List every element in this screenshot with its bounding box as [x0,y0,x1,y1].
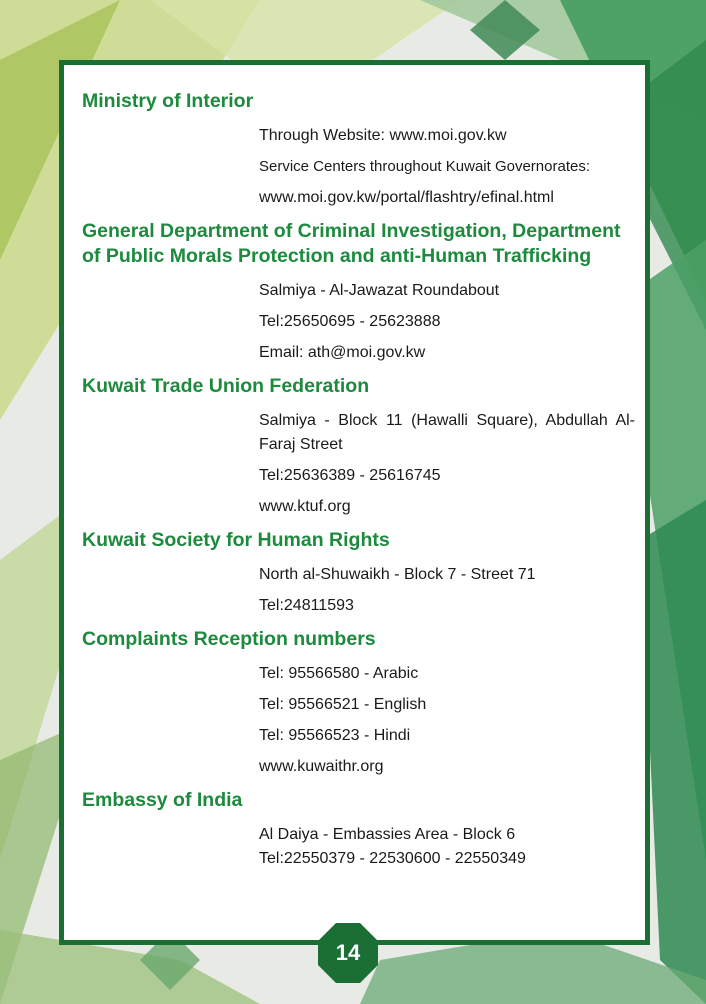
detail-line: www.moi.gov.kw/portal/flashtry/efinal.html [259,189,554,206]
org-heading: Ministry of Interior [82,90,254,112]
detail-line: Tel: 95566521 - English [259,696,427,713]
content-panel [59,60,650,945]
org-details [259,823,635,871]
detail-line: Tel:22550379 - 22530600 - 22550349 [259,850,526,867]
org-heading: Kuwait Trade Union Federation [82,375,370,397]
org-details [259,409,635,519]
detail-line: Email: ath@moi.gov.kw [259,344,426,361]
detail-line: Tel:25636389 - 25616745 [259,467,441,484]
org-heading: Complaints Reception numbers [82,628,376,650]
detail-line: Salmiya - Block 11 (Hawalli Square), Abdullah Al-Faraj Street [259,412,635,453]
org-block [82,219,635,365]
detail-line: North al-Shuwaikh - Block 7 - Street 71 [259,566,536,583]
detail-line: Tel:25650695 - 25623888 [259,313,441,330]
org-heading: Kuwait Society for Human Rights [82,529,390,551]
detail-line: Tel: 95566523 - Hindi [259,727,411,744]
org-block [82,89,635,210]
detail-line: Tel: 95566580 - Arabic [259,665,419,682]
detail-line: Al Daiya - Embassies Area - Block 6 [259,826,516,843]
detail-line: Salmiya - Al-Jawazat Roundabout [259,282,500,299]
org-block [82,627,635,779]
detail-line: Through Website: www.moi.gov.kw [259,127,507,144]
directory-list [82,89,635,880]
detail-line: Service Centers throughout Kuwait Governorates: [259,158,591,175]
org-heading: Embassy of India [82,789,243,811]
org-block [82,374,635,519]
org-details [259,124,635,210]
page-number: 14 [335,940,361,965]
org-block [82,528,635,618]
org-block [82,788,635,871]
detail-line: www.ktuf.org [259,498,351,515]
org-heading: General Department of Criminal Investigation, Department of Public Morals Protection and anti-Human Trafficking [82,220,621,267]
org-details [259,563,635,618]
detail-line: www.kuwaithr.org [259,758,384,775]
page-number-badge [318,923,378,983]
org-details [259,662,635,779]
detail-line: Tel:24811593 [259,597,354,614]
org-details [259,279,635,365]
